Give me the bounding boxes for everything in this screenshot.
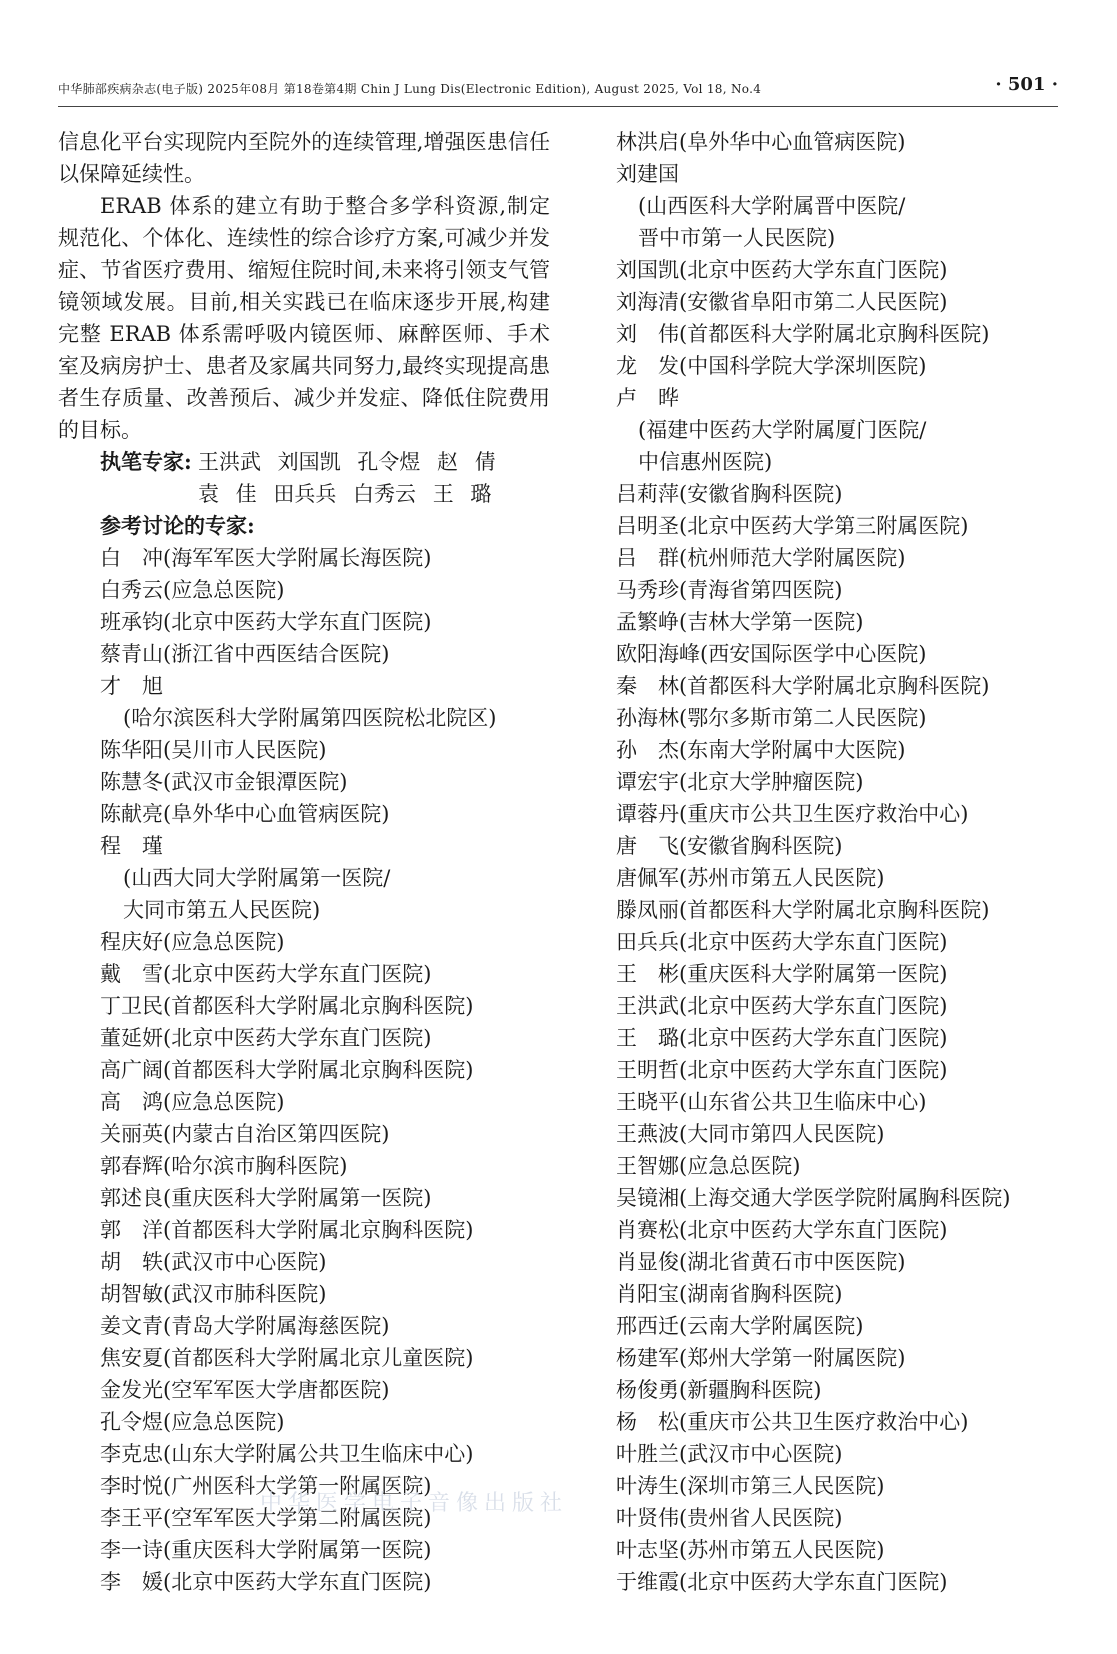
expert-list-item: 王 彬(重庆医科大学附属第一医院) — [616, 962, 948, 986]
expert-list-item: 孔令煜(应急总医院) — [100, 1410, 285, 1434]
expert-list-item: 王晓平(山东省公共卫生临床中心) — [616, 1090, 927, 1114]
expert-list-item: 肖显俊(湖北省黄石市中医医院) — [616, 1250, 906, 1274]
expert-list-item: 才 旭 — [100, 674, 163, 698]
expert-list-item: 叶涛生(深圳市第三人民医院) — [616, 1474, 885, 1498]
expert-list-item: 田兵兵(北京中医药大学东直门医院) — [616, 930, 948, 954]
expert-list-item: 唐 飞(安徽省胸科医院) — [616, 834, 843, 858]
expert-list-item: 程 瑾 — [100, 834, 163, 858]
expert-list-item: 关丽英(内蒙古自治区第四医院) — [100, 1122, 390, 1146]
expert-list-item: 王洪武(北京中医药大学东直门医院) — [616, 994, 948, 1018]
expert-list-item: 孙海林(鄂尔多斯市第二人民医院) — [616, 706, 927, 730]
expert-list-item: 邢西迁(云南大学附属医院) — [616, 1314, 864, 1338]
expert-list-item: 陈慧冬(武汉市金银潭医院) — [100, 770, 348, 794]
expert-list-item: 高 鸿(应急总医院) — [100, 1090, 285, 1114]
discussion-experts-label: 参考讨论的专家: — [100, 513, 255, 538]
expert-list-item: 晋中市第一人民医院) — [638, 226, 836, 250]
expert-list-item: 胡 轶(武汉市中心医院) — [100, 1250, 327, 1274]
running-header — [58, 74, 1058, 104]
expert-list-item: 丁卫民(首都医科大学附属北京胸科医院) — [100, 994, 474, 1018]
page-number: · 501 · — [995, 74, 1058, 95]
expert-list-item: 肖阳宝(湖南省胸科医院) — [616, 1282, 843, 1306]
expert-list-item: 李克忠(山东大学附属公共卫生临床中心) — [100, 1442, 474, 1466]
expert-list-item: 陈华阳(吴川市人民医院) — [100, 738, 327, 762]
expert-list-item: 大同市第五人民医院) — [123, 898, 321, 922]
expert-list-item: 李 媛(北京中医药大学东直门医院) — [100, 1570, 432, 1594]
expert-list-item: 焦安夏(首都医科大学附属北京儿童医院) — [100, 1346, 474, 1370]
expert-list-item: 孙 杰(东南大学附属中大医院) — [616, 738, 906, 762]
expert-list-item: 吕 群(杭州师范大学附属医院) — [616, 546, 906, 570]
expert-list-item: 林洪启(阜外华中心血管病医院) — [616, 130, 906, 154]
header-rule — [58, 106, 1058, 107]
expert-list-item: 吴镜湘(上海交通大学医学院附属胸科医院) — [616, 1186, 1011, 1210]
watermark-logo: 中华医学电子音像出版社 — [260, 1491, 569, 1516]
expert-list-item: 李王平(空军军医大学第二附属医院) — [100, 1506, 432, 1530]
expert-list-item: 孟繁峥(吉林大学第一医院) — [616, 610, 864, 634]
expert-list-item: 刘 伟(首都医科大学附属北京胸科医院) — [616, 322, 990, 346]
expert-list-item: 刘国凯(北京中医药大学东直门医院) — [616, 258, 948, 282]
expert-list-item: 郭述良(重庆医科大学附属第一医院) — [100, 1186, 432, 1210]
expert-list-item: 蔡青山(浙江省中西医结合医院) — [100, 642, 390, 666]
expert-list-item: 中信惠州医院) — [638, 450, 773, 474]
expert-list-left — [58, 542, 550, 1598]
left-column — [58, 126, 550, 1598]
expert-list-item: 吕莉萍(安徽省胸科医院) — [616, 482, 843, 506]
expert-list-item: 杨俊勇(新疆胸科医院) — [616, 1378, 822, 1402]
expert-list-item: 戴 雪(北京中医药大学东直门医院) — [100, 962, 432, 986]
expert-list-item: 杨 松(重庆市公共卫生医疗救治中心) — [616, 1410, 969, 1434]
expert-list-item: 李一诗(重庆医科大学附属第一医院) — [100, 1538, 432, 1562]
expert-list-item: (福建中医药大学附属厦门医院/ — [638, 418, 927, 442]
expert-list-item: 于维霞(北京中医药大学东直门医院) — [616, 1570, 948, 1594]
expert-list-item: 杨建军(郑州大学第一附属医院) — [616, 1346, 906, 1370]
expert-list-item: 高广阔(首都医科大学附属北京胸科医院) — [100, 1058, 474, 1082]
writing-experts-row-2 — [58, 478, 550, 510]
expert-list-item: 马秀珍(青海省第四医院) — [616, 578, 843, 602]
expert-list-item: 谭宏宇(北京大学肿瘤医院) — [616, 770, 864, 794]
expert-list-item: (哈尔滨医科大学附属第四医院松北院区) — [123, 706, 497, 730]
expert-list-item: 王智娜(应急总医院) — [616, 1154, 801, 1178]
expert-list-item: 白 冲(海军军医大学附属长海医院) — [100, 546, 432, 570]
expert-list-item: 班承钧(北京中医药大学东直门医院) — [100, 610, 432, 634]
expert-list-item: 王燕波(大同市第四人民医院) — [616, 1122, 885, 1146]
expert-list-item: 叶志坚(苏州市第五人民医院) — [616, 1538, 885, 1562]
expert-list-item: (山西大同大学附属第一医院/ — [123, 866, 391, 890]
paragraph-erab-summary: ERAB 体系的建立有助于整合多学科资源,制定规范化、个体化、连续性的综合诊疗方案,可减少并发症、节省医疗费用、缩短住院时间,未来将引领支气管镜领域发展。目前,相关实践已在临床逐步开展,构建完整 ERAB 体系需呼吸内镜医师、麻醉医师、手术室及病房护士、患者及家属共同努力,最终实现提高患者生存质量、改善预后、减少并发症、降低住院费用的目标。 — [58, 194, 550, 442]
expert-list-item: 金发光(空军军医大学唐都医院) — [100, 1378, 390, 1402]
expert-list-item: 欧阳海峰(西安国际医学中心医院) — [616, 642, 927, 666]
right-column — [616, 126, 1056, 1598]
expert-list-item: 胡智敏(武汉市肺科医院) — [100, 1282, 327, 1306]
expert-list-item: 秦 林(首都医科大学附属北京胸科医院) — [616, 674, 990, 698]
writing-experts-label: 执笔专家: — [100, 449, 192, 474]
expert-list-item: 吕明圣(北京中医药大学第三附属医院) — [616, 514, 969, 538]
expert-list-item: 刘建国 — [616, 162, 679, 186]
expert-list-item: 程庆好(应急总医院) — [100, 930, 285, 954]
expert-list-item: 董延妍(北京中医药大学东直门医院) — [100, 1026, 432, 1050]
paragraph-continuation: 信息化平台实现院内至院外的连续管理,增强医患信任以保障延续性。 — [58, 130, 550, 186]
expert-list-item: 王明哲(北京中医药大学东直门医院) — [616, 1058, 948, 1082]
expert-list-item: 白秀云(应急总医院) — [100, 578, 285, 602]
expert-list-item: 唐佩军(苏州市第五人民医院) — [616, 866, 885, 890]
journal-citation: 中华肺部疾病杂志(电子版) 2025年08月 第18卷第4期 Chin J Lung Dis(Electronic Edition), August 2025, Vol 18, No.4 — [58, 82, 762, 96]
expert-list-item: 王 璐(北京中医药大学东直门医院) — [616, 1026, 948, 1050]
expert-list-item: 陈献亮(阜外华中心血管病医院) — [100, 802, 390, 826]
writing-experts-row-1 — [58, 446, 550, 478]
expert-list-item: 龙 发(中国科学院大学深圳医院) — [616, 354, 927, 378]
expert-list-item: 谭蓉丹(重庆市公共卫生医疗救治中心) — [616, 802, 969, 826]
expert-list-item: 郭 洋(首都医科大学附属北京胸科医院) — [100, 1218, 474, 1242]
writing-experts-names-2: 袁 佳 田兵兵 白秀云 王 璐 — [198, 482, 492, 506]
writing-experts-names-1: 王洪武 刘国凯 孔令煜 赵 倩 — [198, 450, 496, 474]
expert-list-item: 李时悦(广州医科大学第一附属医院) — [100, 1474, 432, 1498]
expert-list-item: (山西医科大学附属晋中医院/ — [638, 194, 906, 218]
expert-list-item: 叶贤伟(贵州省人民医院) — [616, 1506, 843, 1530]
expert-list-item: 肖赛松(北京中医药大学东直门医院) — [616, 1218, 948, 1242]
expert-list-right — [616, 126, 1056, 1598]
expert-list-item: 姜文青(青岛大学附属海慈医院) — [100, 1314, 390, 1338]
expert-list-item: 叶胜兰(武汉市中心医院) — [616, 1442, 843, 1466]
expert-list-item: 刘海清(安徽省阜阳市第二人民医院) — [616, 290, 948, 314]
expert-list-item: 卢 晔 — [616, 386, 679, 410]
expert-list-item: 郭春辉(哈尔滨市胸科医院) — [100, 1154, 348, 1178]
expert-list-item: 滕凤丽(首都医科大学附属北京胸科医院) — [616, 898, 990, 922]
